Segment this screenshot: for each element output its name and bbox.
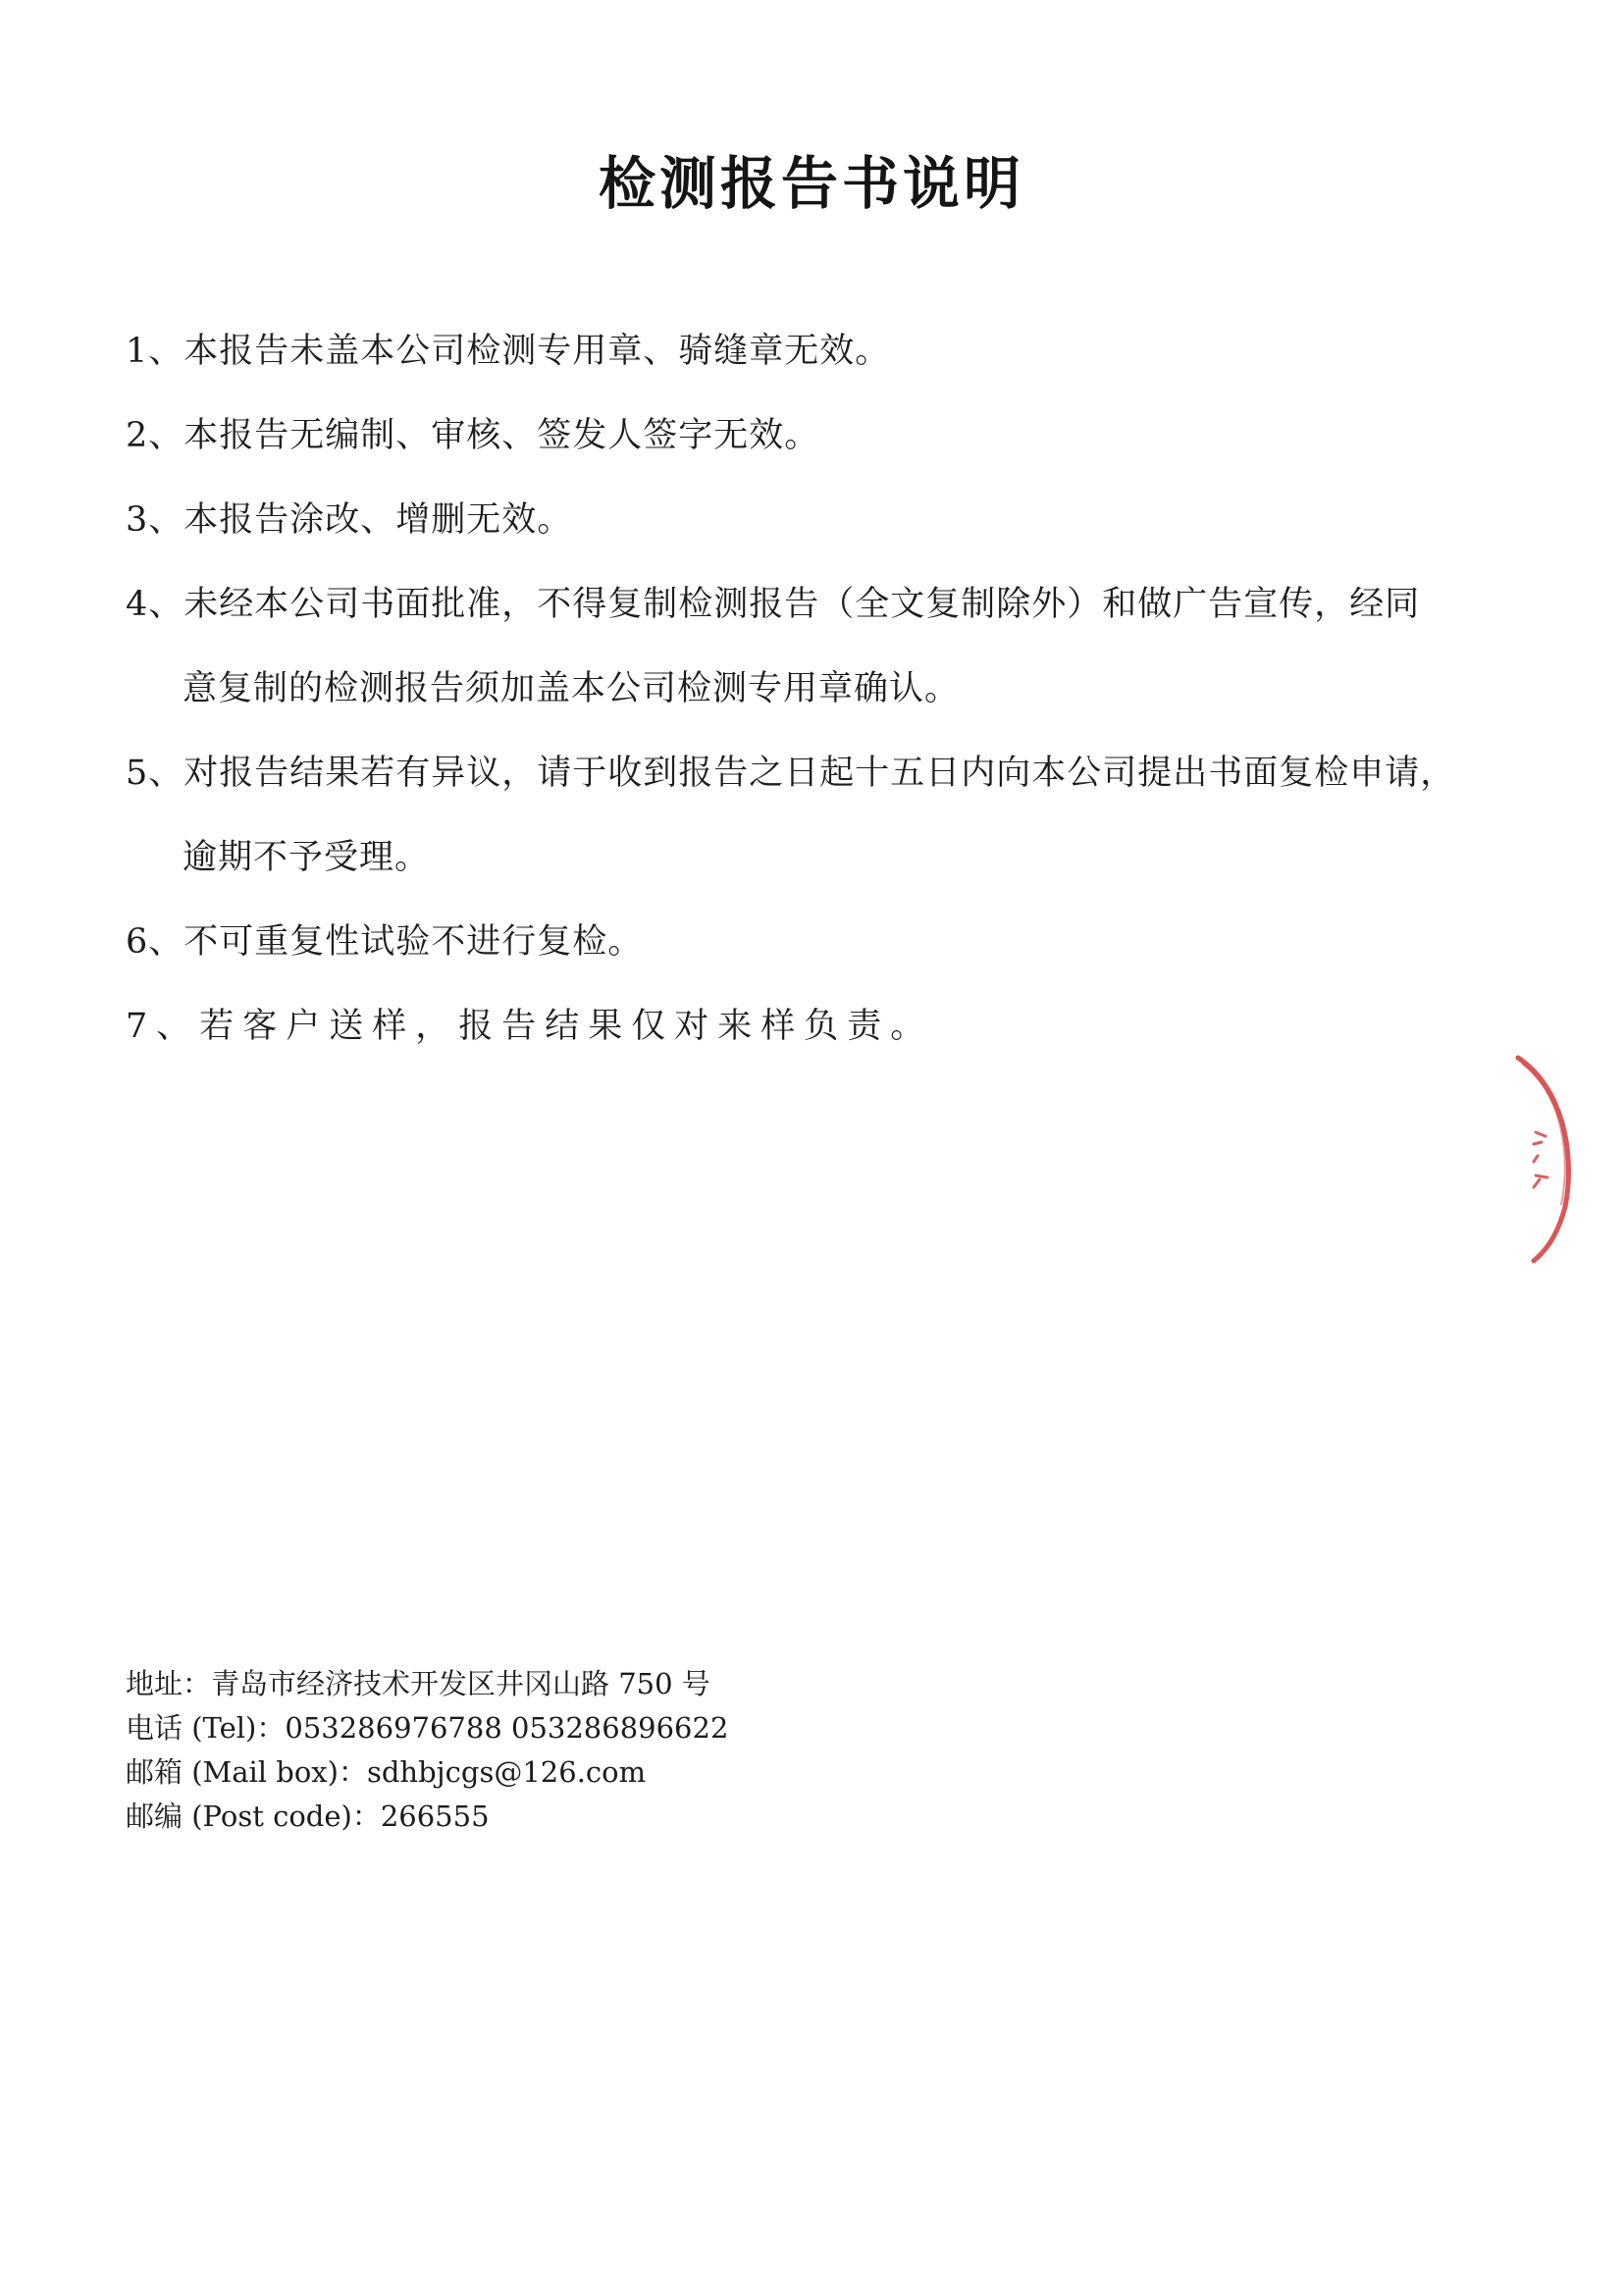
document-title: 检测报告书说明 — [598, 150, 1024, 217]
item-number: 7、 — [126, 1007, 200, 1046]
list-item — [126, 328, 1519, 375]
item-number: 3、 — [126, 500, 184, 540]
item-number: 5、 — [126, 754, 184, 793]
list-item — [126, 1003, 1519, 1050]
footer-address: 地址：青岛市经济技术开发区井冈山路 750 号 — [126, 1667, 710, 1700]
item-text: 未经本公司书面批准，不得复制检测报告（全文复制除外）和做广告宣传，经同 — [183, 585, 1421, 624]
item-number: 6、 — [126, 922, 184, 962]
footer-phone: 电话 (Tel)：053286976788 053286896622 — [126, 1711, 729, 1745]
list-item — [126, 581, 1519, 708]
footer-postcode: 邮编 (Post code)：266555 — [126, 1800, 490, 1833]
item-continuation: 意复制的检测报告须加盖本公司检测专用章确认。 — [183, 669, 961, 708]
item-text: 本报告无编制、审核、签发人签字无效。 — [183, 416, 820, 455]
item-number: 1、 — [126, 332, 184, 371]
item-number: 2、 — [126, 416, 184, 455]
item-text: 若客户送样，报告结果仅对来样负责。 — [199, 1007, 934, 1046]
seal-stamp-fragment — [1506, 1050, 1585, 1266]
list-item — [126, 918, 1519, 965]
item-number: 4、 — [126, 585, 184, 624]
item-text: 不可重复性试验不进行复检。 — [183, 922, 644, 962]
list-item — [126, 750, 1519, 877]
footer-email: 邮箱 (Mail box)：sdhbjcgs@126.com — [126, 1755, 647, 1789]
list-item — [126, 412, 1519, 459]
item-continuation: 逾期不予受理。 — [183, 838, 431, 877]
item-text: 本报告涂改、增删无效。 — [183, 500, 573, 540]
item-text: 本报告未盖本公司检测专用章、骑缝章无效。 — [183, 332, 891, 371]
list-item — [126, 496, 1519, 544]
item-text: 对报告结果若有异议，请于收到报告之日起十五日内向本公司提出书面复检申请， — [183, 754, 1456, 793]
